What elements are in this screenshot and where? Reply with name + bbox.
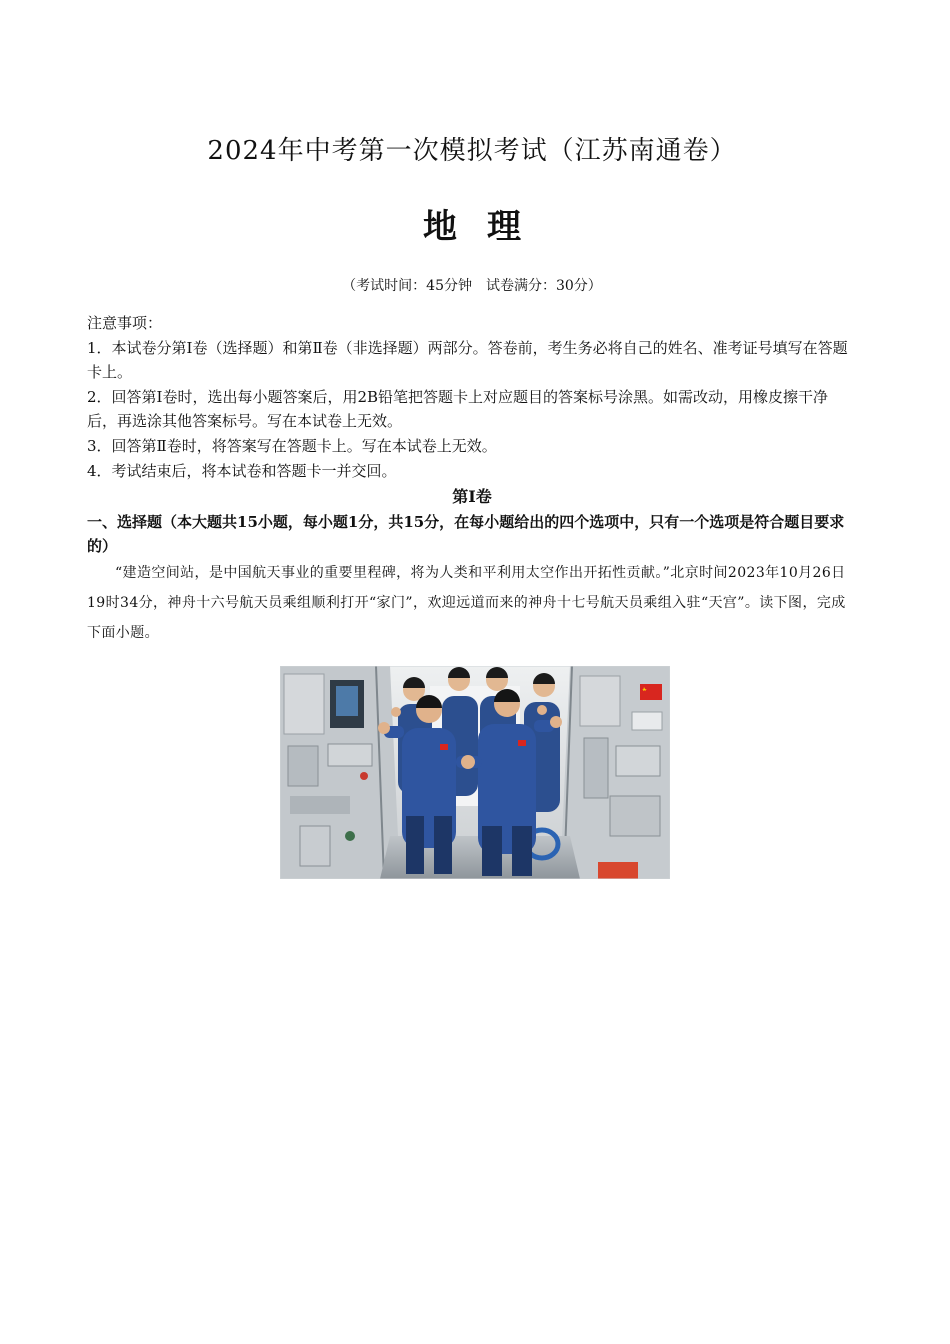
notice-item-4: 4．考试结束后，将本试卷和答题卡一并交回。: [87, 461, 397, 480]
exam-title: 2024年中考第一次模拟考试（江苏南通卷）: [207, 136, 737, 166]
notice-item-1: 1．本试卷分第Ⅰ卷（选择题）和第Ⅱ卷（非选择题）两部分。答卷前，考生务必将自己的姓名、准考证号填写在答题卡上。: [87, 338, 848, 382]
space-station-photo: [280, 666, 670, 879]
reading-passage: “建造空间站，是中国航天事业的重要里程碑，将为人类和平利用太空作出开拓性贡献。”北京时间2023年10月26日19时34分，神舟十六号航天员乘组顺利打开“家门”，欢迎远道而来的神舟十七号航天员乘组入驻“天宫”。读下图，完成下面小题。: [87, 565, 846, 641]
notice-item-3: 3．回答第Ⅱ卷时，将答案写在答题卡上。写在本试卷上无效。: [87, 436, 497, 455]
notice-block: [87, 311, 857, 483]
exam-meta: （考试时间：45分钟 试卷满分：30分）: [342, 278, 602, 294]
subject-title: 地理: [423, 207, 551, 247]
notice-heading: 注意事项：: [87, 314, 163, 332]
notice-item-2: 2．回答第Ⅰ卷时，选出每小题答案后，用2B铅笔把答题卡上对应题目的答案标号涂黑。如需改动，用橡皮擦干净后，再选涂其他答案标号。写在本试卷上无效。: [87, 387, 829, 431]
section-title: 第Ⅰ卷: [452, 487, 492, 506]
question-heading: 一、选择题（本大题共15小题，每小题1分，共15分，在每小题给出的四个选项中，只有一个选项是符合题目要求的）: [87, 513, 845, 555]
